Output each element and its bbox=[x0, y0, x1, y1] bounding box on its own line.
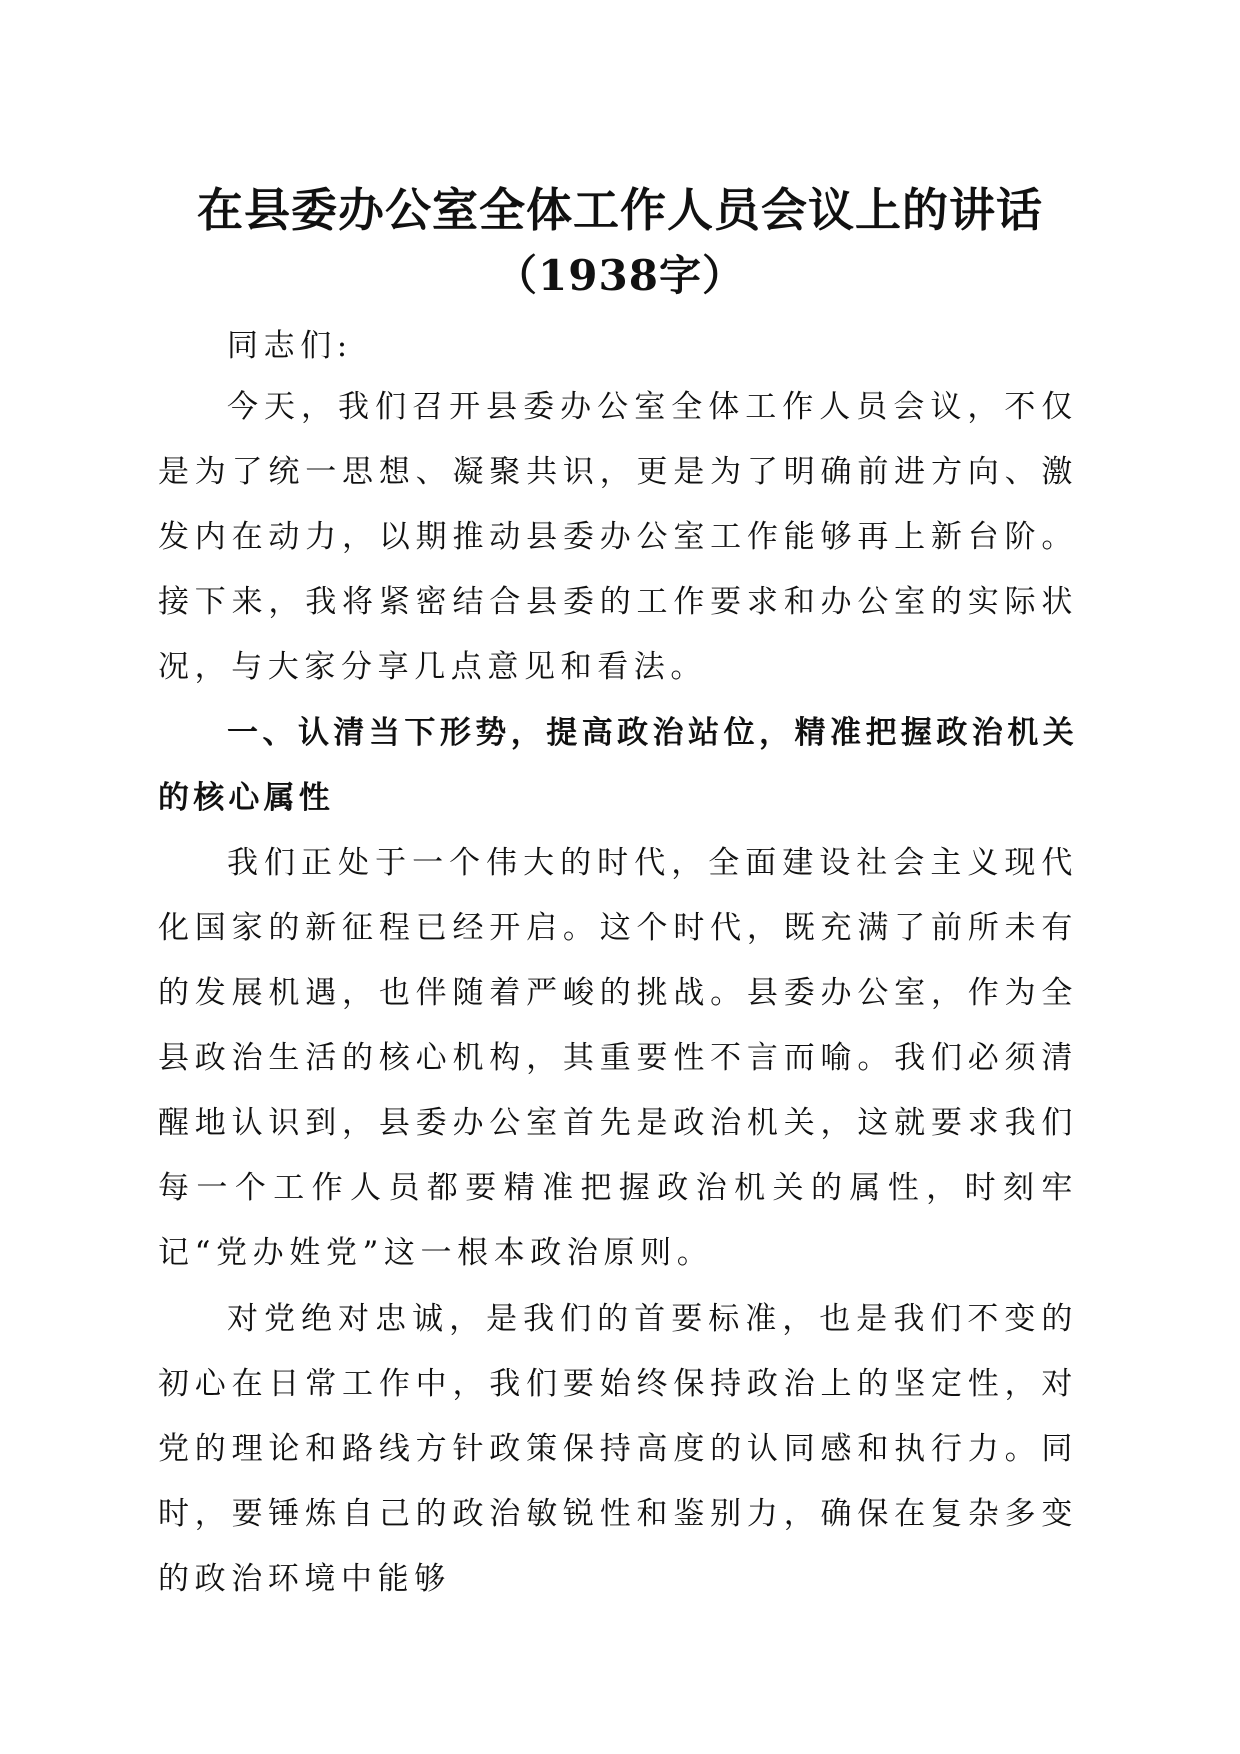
greeting: 同志们: bbox=[227, 328, 353, 364]
word-count-subtitle: （1938字） bbox=[495, 251, 745, 300]
paragraph-section-1: 我们正处于一个伟大的时代，全面建设社会主义现代化国家的新征程已经开启。这个时代，既充满了前所未有的发展机遇，也伴随着严峻的挑战。县委办公室，作为全县政治生活的核心机构，其重要性不言而喻。我们必须清醒地认识到，县委办公室首先是政治机关，这就要求我们每一个工作人员都要精准把握政治机关的属性，时刻牢记“党办姓党”这一根本政治原则。 bbox=[158, 845, 1078, 1271]
paragraph-opening: 今天，我们召开县委办公室全体工作人员会议，不仅是为了统一思想、凝聚共识，更是为了明确前进方向、激发内在动力，以期推动县委办公室工作能够再上新台阶。接下来，我将紧密结合县委的工作要求和办公室的实际状况，与大家分享几点意见和看法。 bbox=[158, 389, 1078, 685]
document-title: 在县委办公室全体工作人员会议上的讲话 bbox=[197, 183, 1043, 237]
paragraph-loyalty: 对党绝对忠诚，是我们的首要标准，也是我们不变的初心在日常工作中，我们要始终保持政治上的坚定性，对党的理论和路线方针政策保持高度的认同感和执行力。同时，要锤炼自己的政治敏锐性和鉴别力，确保在复杂多变的政治环境中能够 bbox=[158, 1301, 1078, 1597]
section-heading-1: 一、认清当下形势，提高政治站位，精准把握政治机关的核心属性 bbox=[158, 715, 1078, 816]
